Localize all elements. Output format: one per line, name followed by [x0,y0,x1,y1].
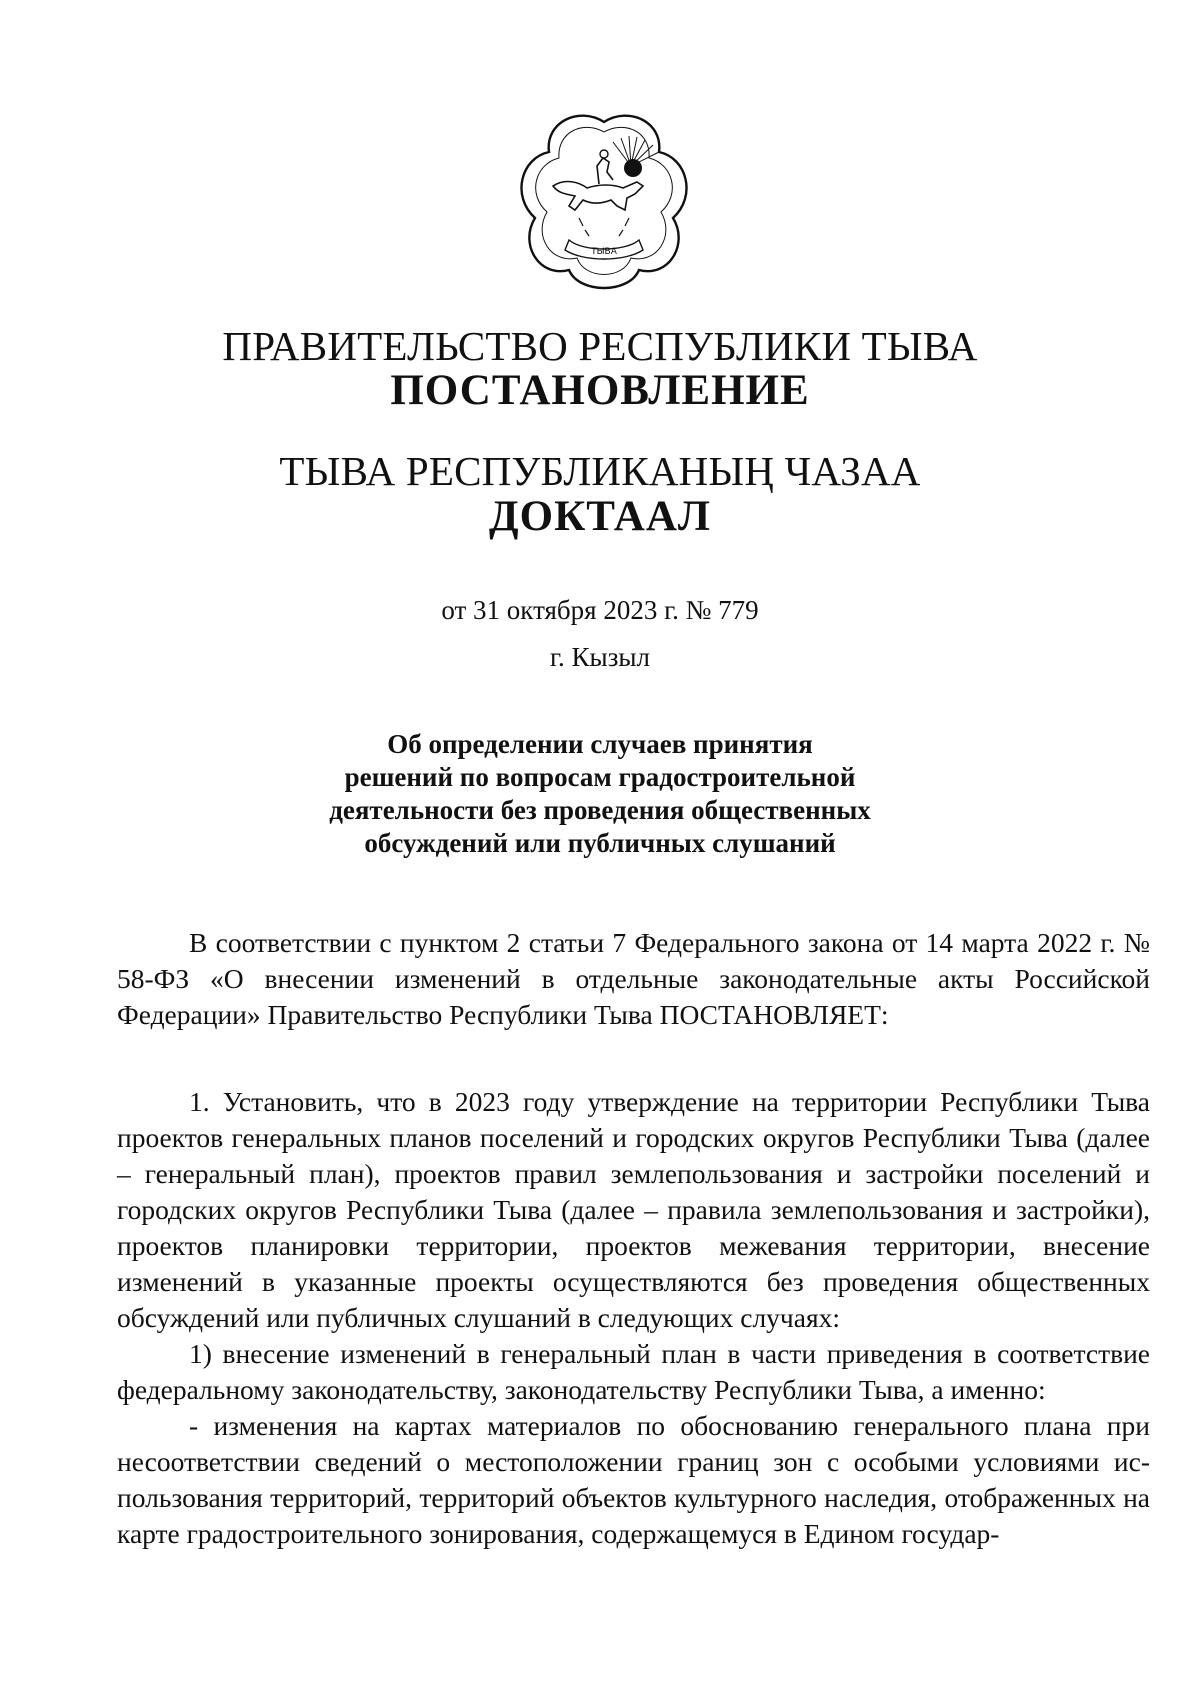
paragraph-item-1-1-a: - изменения на картах материалов по обоснованию генерального плана при несоответствии сведений о местоположении границ зон с особыми условиями использования территорий, территорий объектов культурного наследия, отображенных на карте градостроительного зонирования, содержащемуся в Едином государ- [117,1410,1150,1549]
emblem-label: ТЫВА [591,247,617,257]
title-line: решений по вопросам градостроительной [344,762,856,792]
document-city: г. Кызыл [550,642,650,672]
intro-section [117,925,1150,1033]
horse-rider-icon [553,182,643,210]
paragraph-item-1-1: 1) внесение изменений в генеральный план в части приведения в соответствие федеральному законодательству, законодательству Республики Тыва, а именно: [117,1338,1150,1405]
title-line: обсуждений или публичных слушаний [364,828,836,858]
government-name-tyvan: ТЫВА РЕСПУБЛИКАНЫҢ ЧАЗАА [279,448,921,494]
coat-of-arms-tuva [513,108,695,290]
intro-paragraph: В соответствии с пунктом 2 статьи 7 Федерального закона от 14 марта 2022 г. № 58-ФЗ «О внесении изменений в отдельные законодательные акты Российской Федерации» Правительство Республики Тыва ПОСТАНОВЛЯЕТ: [117,927,1150,1030]
paragraph-item-1: 1. Установить, что в 2023 году утверждение на территории Республики Тыва проектов генеральных планов поселений и городских округов Республики Тыва (далее – генеральный план), проектов правил землепользования и застройки поселений и городских округов Республики Тыва (далее – правила землепользования и застройки), проектов планировки территории, проектов межевания территории, внесение изменений в указанные проекты осуществляются без проведения общественных обсуждений или публичных слушаний в следующих случаях: [117,1086,1150,1333]
document-type-tyvan: ДОКТААЛ [489,493,711,540]
document-title [0,728,1200,860]
main-section [117,1084,1150,1552]
government-name: ПРАВИТЕЛЬСТВО РЕСПУБЛИКИ ТЫВА [222,323,978,369]
document-date-number: от 31 октября 2023 г. № 779 [441,595,759,625]
title-line: Об определении случаев принятия [387,729,813,759]
document-type: ПОСТАНОВЛЕНИЕ [390,367,810,414]
title-line: деятельности без проведения общественных [329,795,871,825]
